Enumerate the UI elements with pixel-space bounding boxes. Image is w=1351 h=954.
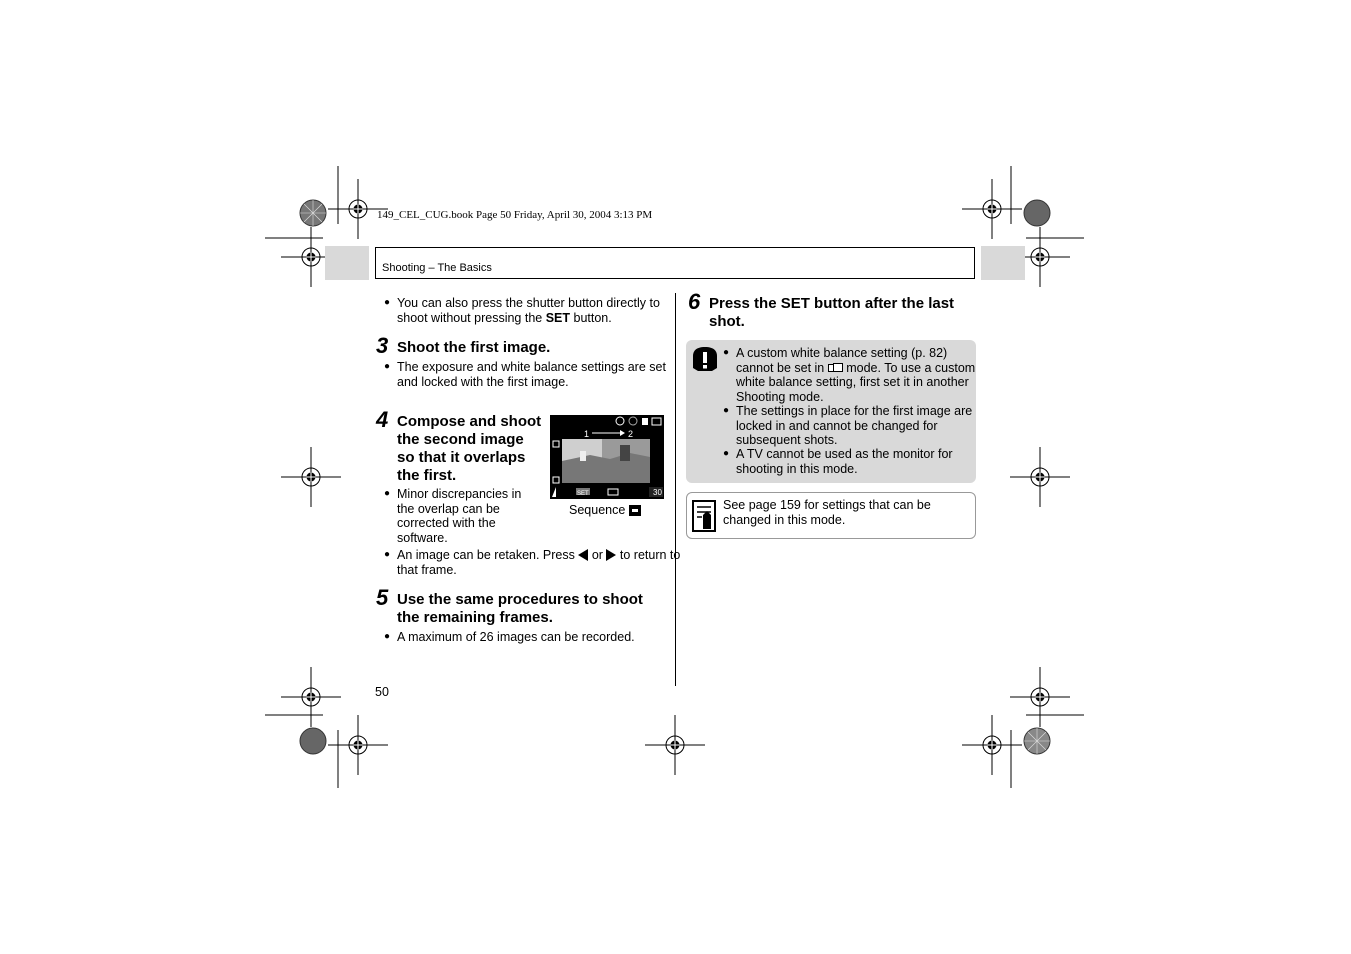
step-5-number: 5: [376, 585, 389, 610]
step-3-title: Shoot the first image.: [397, 339, 551, 356]
step-4-bullet: ● Minor discrepancies in the overlap can be corrected with the software.: [375, 487, 532, 545]
lcd-preview: [550, 415, 664, 499]
header-tab-right: [981, 246, 1025, 280]
stitch-assist-icon: [629, 505, 641, 516]
note-box: [686, 492, 976, 539]
step-4-number: 4: [376, 407, 389, 432]
section-title: Shooting – The Basics: [382, 262, 492, 274]
lcd-frame-from: 1: [584, 429, 590, 439]
step-4-title: Compose and shoot the second image so that it overlaps the first.: [397, 413, 542, 484]
retake-bullet: ● An image can be retaken. Press or to return to that frame.: [375, 548, 687, 577]
lcd-count: 30: [653, 488, 662, 497]
column-divider: [675, 293, 676, 686]
left-arrow-icon: [578, 549, 588, 561]
print-info: 149_CEL_CUG.book Page 50 Friday, April 30, 2004 3:13 PM: [377, 209, 653, 221]
stitch-mode-icon: [828, 363, 843, 373]
caution-bullet-2: ● The settings in place for the first image are locked in and cannot be changed for subsequent shots.: [714, 404, 986, 448]
intro-bullet: ● You can also press the shutter button directly to shoot without pressing the SET button.: [375, 296, 687, 325]
step-6-title: Press the SET button after the last shot.: [709, 295, 955, 330]
lcd-set-label: SET: [577, 491, 589, 497]
caution-box: [686, 340, 976, 483]
note-text: See page 159 for settings that can be changed in this mode.: [723, 498, 931, 527]
header-tab-left: [325, 246, 369, 280]
caution-bullet-1: ● A custom white balance setting (p. 82) cannot be set in mode. To use a custom white balance setting, first set it in another Shooting mode.: [714, 346, 986, 404]
step-6-number: 6: [688, 289, 701, 314]
right-arrow-icon: [606, 549, 616, 561]
step-5-title: Use the same procedures to shoot the remaining frames.: [397, 591, 643, 626]
page-header: [375, 247, 975, 279]
step-3-bullet: ● The exposure and white balance settings are set and locked with the first image.: [375, 360, 687, 389]
memo-icon: [692, 500, 716, 532]
lcd-caption: Sequence: [569, 503, 641, 517]
caution-bullet-3: ● A TV cannot be used as the monitor for shooting in this mode.: [714, 447, 986, 476]
step-3-number: 3: [376, 333, 389, 358]
page-number: 50: [375, 685, 389, 699]
lcd-frame-to: 2: [628, 429, 634, 439]
step-5-bullet: ● A maximum of 26 images can be recorded.: [375, 630, 687, 645]
lcd-screen-graphic: [550, 415, 664, 499]
